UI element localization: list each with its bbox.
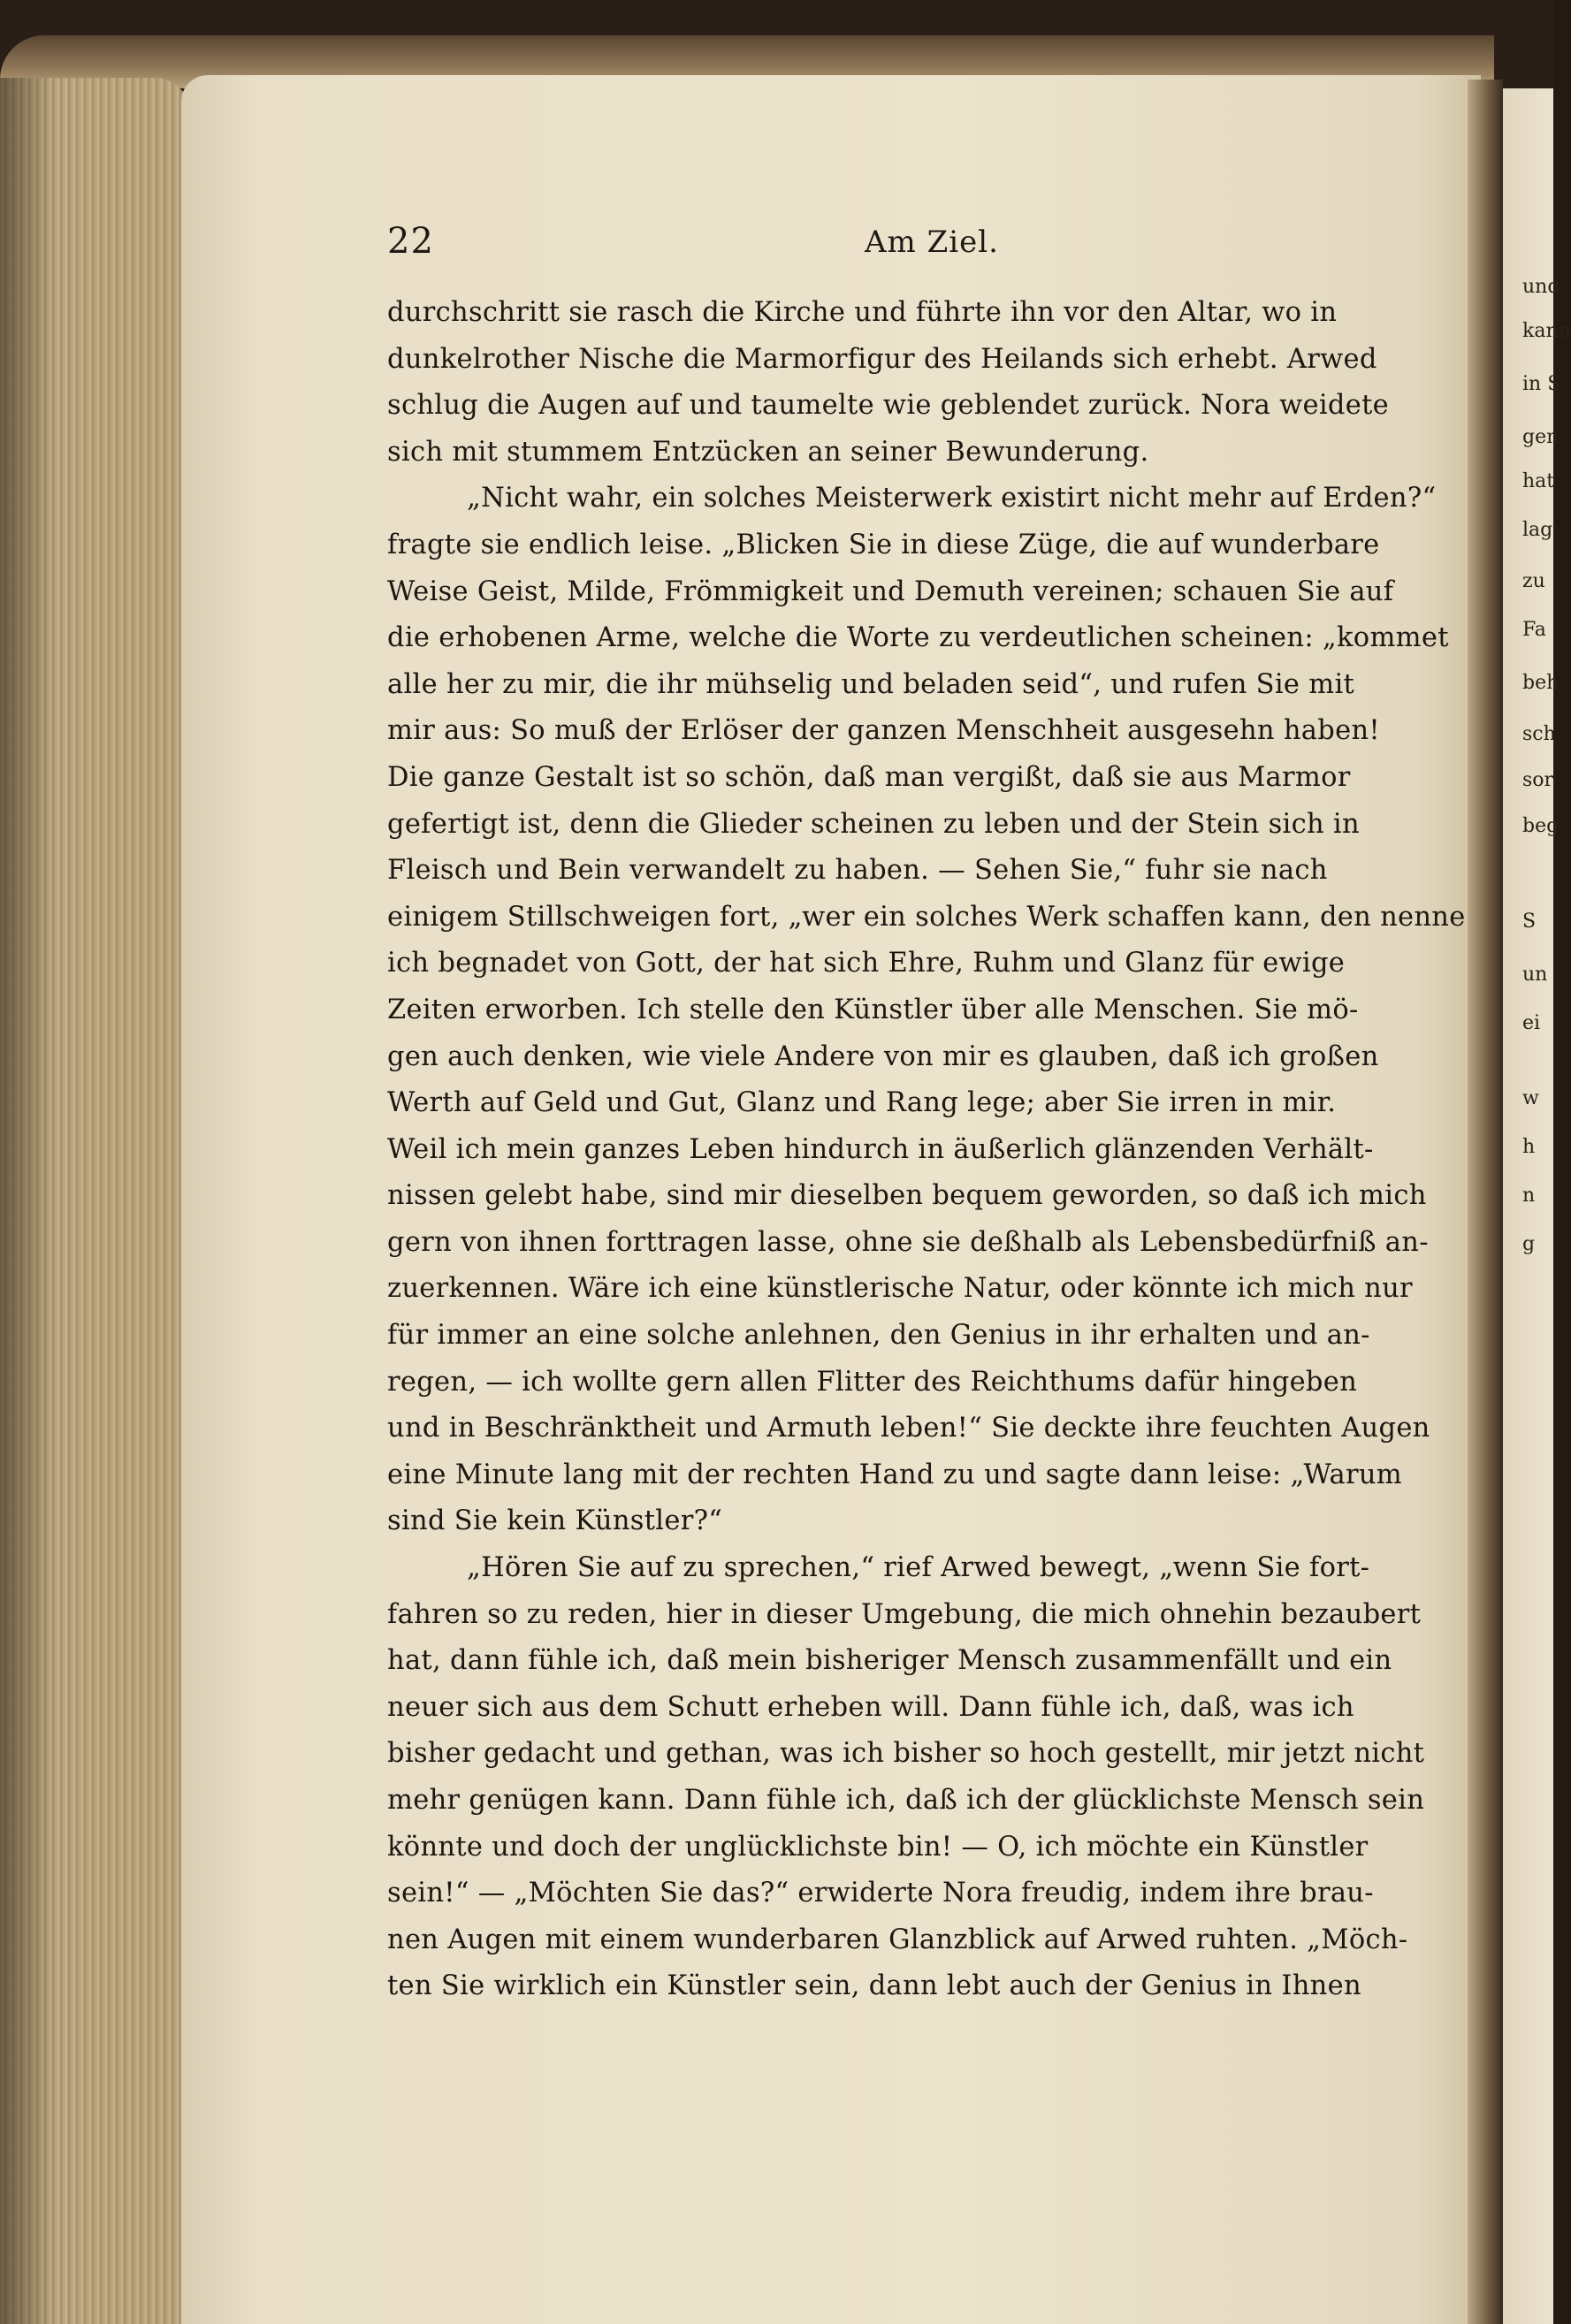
text-line: gen auch denken, wie viele Andere von mir es glauben, daß ich großen — [387, 1040, 1379, 1072]
next-page-fragment: in S — [1522, 373, 1561, 395]
page-number: 22 — [387, 221, 434, 262]
next-page-fragment: gen — [1522, 426, 1560, 448]
text-line: und in Beschränktheit und Armuth leben!“ Sie deckte ihre feuchten Augen — [387, 1413, 1430, 1444]
next-page-fragment: und — [1522, 276, 1560, 298]
text-line: fahren so zu reden, hier in dieser Umgebung, die mich ohnehin bezaubert — [387, 1598, 1422, 1630]
next-page-fragment: hat — [1522, 470, 1555, 492]
text-line: fragte sie endlich leise. „Blicken Sie in diese Züge, die auf wunderbare — [387, 529, 1380, 560]
text-line: durchschritt sie rasch die Kirche und führte ihn vor den Altar, wo in — [387, 297, 1338, 328]
edge-shadow — [0, 78, 53, 2324]
text-line: neuer sich aus dem Schutt erheben will. Dann fühle ich, daß, was ich — [387, 1691, 1354, 1723]
text-line: mir aus: So muß der Erlöser der ganzen Menschheit ausgesehn haben! — [387, 715, 1380, 747]
next-page-fragment: sor — [1522, 769, 1554, 791]
text-line: alle her zu mir, die ihr mühselig und beladen seid“, und rufen Sie mit — [387, 668, 1355, 700]
running-head: Am Ziel. — [865, 225, 999, 260]
text-line: sind Sie kein Künstler?“ — [387, 1505, 723, 1537]
text-line: sein!“ — „Möchten Sie das?“ erwiderte Nora freudig, indem ihre brau- — [387, 1878, 1374, 1909]
text-line: regen, — ich wollte gern allen Flitter des Reichthums dafür hingeben — [387, 1366, 1358, 1398]
text-line: sich mit stummem Entzücken an seiner Bewunderung. — [387, 436, 1149, 468]
next-page-fragment: ei — [1522, 1012, 1541, 1034]
text-line: „Hören Sie auf zu sprechen,“ rief Arwed bewegt, „wenn Sie fort- — [467, 1552, 1370, 1584]
text-line: für immer an eine solche anlehnen, den Genius in ihr erhalten und an- — [387, 1320, 1370, 1352]
next-page-fragment: g — [1522, 1233, 1536, 1255]
next-page-fragment: zu — [1522, 570, 1545, 592]
text-line: Fleisch und Bein verwandelt zu haben. — Sehen Sie,“ fuhr sie nach — [387, 855, 1328, 887]
book-gutter — [1468, 80, 1503, 2324]
text-line: die erhobenen Arme, welche die Worte zu verdeutlichen scheinen: „kommet — [387, 622, 1449, 654]
next-page-fragment: un — [1522, 964, 1548, 986]
next-page-fragment: Fa — [1522, 619, 1546, 641]
text-line: Weise Geist, Milde, Frömmigkeit und Demuth vereinen; schauen Sie auf — [387, 575, 1394, 607]
text-line: könnte und doch der unglücklichste bin! — O, ich möchte ein Künstler — [387, 1831, 1369, 1863]
body-text — [387, 290, 1466, 2076]
text-line: bisher gedacht und gethan, was ich bisher so hoch gestellt, mir jetzt nicht — [387, 1738, 1425, 1770]
text-line: dunkelrother Nische die Marmorfigur des Heilands sich erhebt. Arwed — [387, 343, 1377, 375]
text-line: Werth auf Geld und Gut, Glanz und Rang lege; aber Sie irren in mir. — [387, 1087, 1337, 1119]
text-line: ich begnadet von Gott, der hat sich Ehre, Ruhm und Glanz für ewige — [387, 948, 1346, 979]
next-page-fragment: beg — [1522, 815, 1560, 837]
next-page-fragment: sch — [1522, 723, 1556, 745]
text-line: Weil ich mein ganzes Leben hindurch in äußerlich glänzenden Verhält- — [387, 1133, 1374, 1165]
next-page-fragment: beh — [1522, 672, 1560, 694]
next-page-fragment: h — [1522, 1136, 1536, 1158]
text-line: eine Minute lang mit der rechten Hand zu und sagte dann leise: „Warum — [387, 1459, 1403, 1490]
next-page-fragment: kann — [1522, 320, 1571, 342]
text-line: Die ganze Gestalt ist so schön, daß man vergißt, daß sie aus Marmor — [387, 761, 1351, 793]
text-line: nissen gelebt habe, sind mir dieselben bequem geworden, so daß ich mich — [387, 1180, 1427, 1212]
text-line: gefertigt ist, denn die Glieder scheinen zu leben und der Stein sich in — [387, 808, 1360, 840]
text-line: nen Augen mit einem wunderbaren Glanzblick auf Arwed ruhten. „Möch- — [387, 1924, 1408, 1955]
next-page-fragment: n — [1522, 1185, 1536, 1207]
text-line: Zeiten erworben. Ich stelle den Künstler über alle Menschen. Sie mö- — [387, 994, 1359, 1025]
text-line: zuerkennen. Wäre ich eine künstlerische Natur, oder könnte ich mich nur — [387, 1273, 1413, 1305]
text-line: „Nicht wahr, ein solches Meisterwerk existirt nicht mehr auf Erden?“ — [467, 483, 1437, 514]
text-line: ten Sie wirklich ein Künstler sein, dann lebt auch der Genius in Ihnen — [387, 1970, 1361, 2002]
text-line: gern von ihnen forttragen lasse, ohne sie deßhalb als Lebensbedürfniß an- — [387, 1226, 1429, 1258]
next-page-fragment: lag — [1522, 519, 1553, 541]
next-page-fragment: S — [1522, 911, 1537, 933]
text-line: schlug die Augen auf und taumelte wie geblendet zurück. Nora weidete — [387, 390, 1389, 422]
text-line: hat, dann fühle ich, daß mein bisheriger Mensch zusammenfällt und ein — [387, 1645, 1392, 1677]
page-header — [387, 221, 1448, 274]
next-page-edge — [1503, 88, 1571, 2324]
next-page-fragment: w — [1522, 1087, 1539, 1109]
text-line: mehr genügen kann. Dann fühle ich, daß ich der glücklichste Mensch sein — [387, 1785, 1425, 1816]
text-line: einigem Stillschweigen fort, „wer ein solches Werk schaffen kann, den nenne — [387, 901, 1466, 933]
